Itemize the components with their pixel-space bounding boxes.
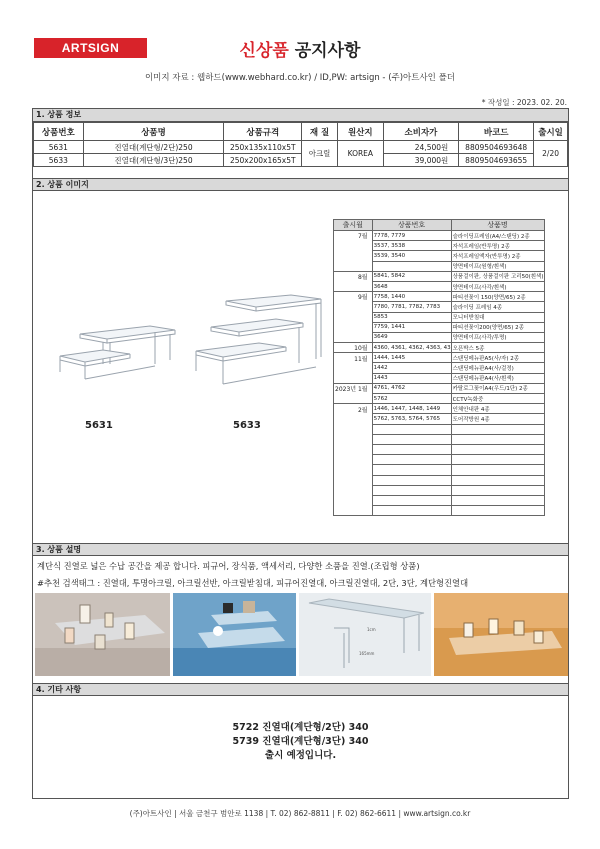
schedule-name: CCTV녹화중 — [451, 394, 544, 404]
schedule-row — [334, 485, 545, 495]
schedule-code — [372, 455, 451, 465]
table-row — [34, 154, 568, 167]
product-5631-image — [55, 304, 185, 384]
schedule-month: 7월 — [334, 231, 373, 241]
product-spec: 250x135x110x5T — [224, 141, 302, 154]
schedule-row — [334, 373, 545, 383]
schedule-name — [451, 465, 544, 475]
schedule-code: 3539, 3540 — [372, 251, 451, 261]
schedule-month — [334, 241, 373, 251]
product-material: 아크릴 — [302, 141, 338, 167]
schedule-row — [334, 312, 545, 322]
dimension-label-height: 165mm — [359, 651, 375, 656]
schedule-code: 7758, 1440 — [372, 292, 451, 302]
product-price: 24,500원 — [383, 141, 459, 154]
schedule-code: 5762, 5763, 5764, 5765 — [372, 414, 451, 424]
product-description: 계단식 진열로 넓은 수납 공간을 제공 합니다. 피규어, 장식품, 액세서리, 다양한 소품을 진열.(조립형 상품) — [37, 561, 420, 571]
title-notice: 공지사항 — [288, 41, 361, 61]
schedule-month: 9월 — [334, 292, 373, 302]
schedule-code: 1443 — [372, 373, 451, 383]
schedule-row — [334, 506, 545, 516]
product-name: 진열대(계단형/3단)250 — [83, 154, 224, 167]
schedule-row — [334, 302, 545, 312]
schedule-month — [334, 434, 373, 444]
table-row — [34, 141, 568, 154]
notice-document — [32, 108, 569, 799]
schedule-month — [334, 373, 373, 383]
schedule-row — [334, 292, 545, 302]
schedule-month — [334, 495, 373, 505]
schedule-row — [334, 281, 545, 291]
header-code: 상품번호 — [34, 123, 84, 141]
schedule-code — [372, 424, 451, 434]
schedule-code: 5762 — [372, 394, 451, 404]
schedule-row — [334, 434, 545, 444]
schedule-name — [451, 506, 544, 516]
schedule-name — [451, 475, 544, 485]
schedule-code: 3649 — [372, 332, 451, 342]
product-barcode: 8809504693648 — [459, 141, 534, 154]
schedule-code — [372, 495, 451, 505]
schedule-month — [334, 281, 373, 291]
schedule-month — [334, 455, 373, 465]
schedule-row — [334, 465, 545, 475]
schedule-name: 자석프레임액자(반투명) 2종 — [451, 251, 544, 261]
photo-dimension-display — [299, 593, 431, 676]
header-price: 소비자가 — [383, 123, 459, 141]
schedule-name: 슬라이딩 프레임 4종 — [451, 302, 544, 312]
product-spec: 250x200x165x5T — [224, 154, 302, 167]
schedule-code: 7780, 7781, 7782, 7783 — [372, 302, 451, 312]
product-barcode: 8809504693655 — [459, 154, 534, 167]
schedule-name: 스탠딩메뉴판A4(사/흰색) — [451, 373, 544, 383]
schedule-month — [334, 394, 373, 404]
schedule-code: 1444, 1445 — [372, 353, 451, 363]
schedule-month — [334, 414, 373, 424]
product-info-header — [34, 123, 568, 141]
schedule-code — [372, 444, 451, 454]
product-5633-label: 5633 — [233, 420, 261, 431]
section-product-description-title: 3. 상품 설명 — [33, 543, 568, 556]
schedule-name: 파티션꽂이200(양면/65) 2종 — [451, 322, 544, 332]
artsign-logo: ARTSIGN — [34, 38, 147, 58]
schedule-name: 파티션꽂이 150(양면/65) 2종 — [451, 292, 544, 302]
header-spec: 상품규격 — [224, 123, 302, 141]
schedule-month — [334, 444, 373, 454]
notice-line: 5739 진열대(계단형/3단) 340 — [232, 736, 369, 747]
search-tags: #추천 검색태그 : 진열대, 투명아크릴, 아크릴선반, 아크릴받침대, 피규어진열대, 아크릴진열대, 2단, 3단, 계단형진열대 — [37, 578, 469, 588]
schedule-month: 8월 — [334, 271, 373, 281]
schedule-row — [334, 353, 545, 363]
schedule-code: 7759, 1441 — [372, 322, 451, 332]
written-date: * 작성일 : 2023. 02. 20. — [481, 98, 567, 107]
schedule-row — [334, 475, 545, 485]
schedule-code — [372, 261, 451, 271]
photo-perfume-display — [35, 593, 170, 676]
schedule-code: 7778, 7779 — [372, 231, 451, 241]
schedule-row — [334, 363, 545, 373]
product-name: 진열대(계단형/2단)250 — [83, 141, 224, 154]
schedule-header — [334, 220, 545, 231]
schedule-row — [334, 343, 545, 353]
schedule-code: 3537, 3538 — [372, 241, 451, 251]
schedule-month — [334, 424, 373, 434]
header-material: 재 질 — [302, 123, 338, 141]
schedule-row — [334, 455, 545, 465]
product-code: 5633 — [34, 154, 84, 167]
header-name: 상품명 — [83, 123, 224, 141]
schedule-code: 1442 — [372, 363, 451, 373]
header-origin: 원산지 — [337, 123, 383, 141]
schedule-code — [372, 475, 451, 485]
schedule-name: 양면테이프(사각/투명) — [451, 332, 544, 342]
release-notice — [33, 721, 568, 763]
product-info-table — [33, 122, 568, 167]
schedule-name: 슬라이딩프레임(A4/스탠딩) 2종 — [451, 231, 544, 241]
schedule-month — [334, 485, 373, 495]
title-new-product: 신상품 — [239, 41, 289, 61]
schedule-month — [334, 261, 373, 271]
schedule-name: 상품걸이판, 상품걸이판 고리50(흰색) — [451, 271, 544, 281]
schedule-row — [334, 444, 545, 454]
schedule-name: 카탈로그꽂이A4(우드/1단) 2종 — [451, 383, 544, 393]
schedule-name: 도어작방원 4종 — [451, 414, 544, 424]
schedule-month — [334, 322, 373, 332]
schedule-header-code: 상품번호 — [372, 220, 451, 231]
schedule-name: 인체안내판 4종 — [451, 404, 544, 414]
product-5633-image — [191, 289, 331, 394]
product-code: 5631 — [34, 141, 84, 154]
schedule-code — [372, 485, 451, 495]
page-title — [0, 36, 600, 61]
schedule-row — [334, 261, 545, 271]
schedule-name — [451, 444, 544, 454]
schedule-name — [451, 485, 544, 495]
section-product-image-title: 2. 상품 이미지 — [33, 178, 568, 191]
product-release: 2/20 — [534, 141, 568, 167]
schedule-row — [334, 251, 545, 261]
header-release: 출시일 — [534, 123, 568, 141]
schedule-name: 오픈박스 5종 — [451, 343, 544, 353]
schedule-name: 양면테이프(원형/흰색) — [451, 261, 544, 271]
schedule-row — [334, 332, 545, 342]
schedule-name — [451, 455, 544, 465]
schedule-code: 4360, 4361, 4362, 4363, 43 — [372, 343, 451, 353]
section-other-title: 4. 기타 사항 — [33, 683, 568, 696]
schedule-row — [334, 495, 545, 505]
photo-orange-display — [434, 593, 568, 676]
schedule-row — [334, 383, 545, 393]
product-origin: KOREA — [337, 141, 383, 167]
schedule-month — [334, 465, 373, 475]
product-price: 39,000원 — [383, 154, 459, 167]
schedule-name: 자석프레임(반투명) 2종 — [451, 241, 544, 251]
schedule-code — [372, 506, 451, 516]
schedule-month — [334, 251, 373, 261]
schedule-row — [334, 424, 545, 434]
schedule-code: 1446, 1447, 1448, 1449 — [372, 404, 451, 414]
schedule-code — [372, 465, 451, 475]
schedule-code — [372, 434, 451, 444]
schedule-name: 모니터받침대 — [451, 312, 544, 322]
schedule-name: 스탠딩메뉴판A5(사/자) 2종 — [451, 353, 544, 363]
schedule-code: 5853 — [372, 312, 451, 322]
schedule-row — [334, 322, 545, 332]
header-barcode: 바코드 — [459, 123, 534, 141]
schedule-name: 양면테이프(사각/흰색) — [451, 281, 544, 291]
schedule-row — [334, 231, 545, 241]
schedule-name — [451, 424, 544, 434]
release-schedule-table — [333, 219, 545, 516]
schedule-name — [451, 434, 544, 444]
image-source-line: 이미지 자료 : 웹하드(www.webhard.co.kr) / ID,PW: artsign - (주)아트사인 폴더 — [144, 73, 456, 83]
schedule-month: 11월 — [334, 353, 373, 363]
notice-line: 출시 예정입니다. — [264, 750, 337, 761]
product-5631-label: 5631 — [85, 420, 113, 431]
section-product-info-title: 1. 상품 정보 — [33, 109, 568, 122]
schedule-month — [334, 302, 373, 312]
schedule-row — [334, 271, 545, 281]
schedule-month — [334, 363, 373, 373]
schedule-month: 2월 — [334, 404, 373, 414]
schedule-row — [334, 404, 545, 414]
schedule-header-name: 상품명 — [451, 220, 544, 231]
notice-line: 5722 진열대(계단형/2단) 340 — [232, 722, 369, 733]
schedule-row — [334, 394, 545, 404]
schedule-name — [451, 495, 544, 505]
schedule-name: 스탠딩메뉴판A4(사/걸정) — [451, 363, 544, 373]
company-footer: (주)아트사인 | 서울 금천구 범안로 1138 | T. 02) 862-8811 | F. 02) 862-6611 | www.artsign.co.kr — [129, 809, 471, 818]
schedule-month — [334, 506, 373, 516]
schedule-month: 10월 — [334, 343, 373, 353]
schedule-row — [334, 241, 545, 251]
schedule-code: 3648 — [372, 281, 451, 291]
photo-desk-display — [173, 593, 296, 676]
schedule-code: 5841, 5842 — [372, 271, 451, 281]
schedule-month: 2023년 1월 — [334, 383, 373, 393]
schedule-month — [334, 332, 373, 342]
schedule-month — [334, 312, 373, 322]
schedule-row — [334, 414, 545, 424]
schedule-code: 4761, 4762 — [372, 383, 451, 393]
dimension-label-top: 1cm — [367, 627, 376, 632]
schedule-month — [334, 475, 373, 485]
schedule-header-month: 출시월 — [334, 220, 373, 231]
